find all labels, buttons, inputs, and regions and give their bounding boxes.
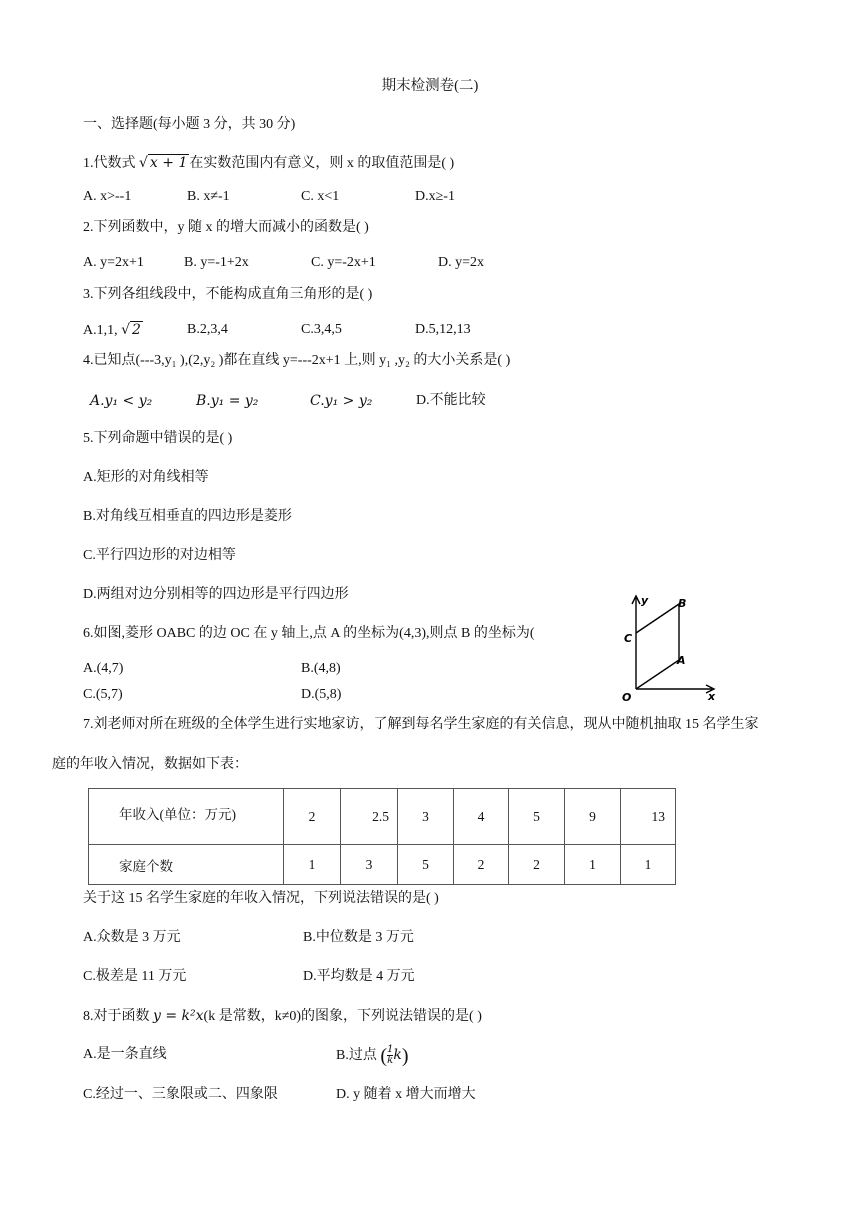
table-cell: 5 <box>398 845 454 885</box>
q4-option-d: D.不能比较 <box>416 393 486 408</box>
question-1-stem: 1.代数式 √ x + 1 在实数范围内有意义，则 x 的取值范围是( ) <box>83 155 455 171</box>
table-cell: 13 <box>621 789 676 845</box>
q1-option-c: C. x<1 <box>301 189 340 204</box>
q2-option-d: D. y=2x <box>438 255 485 270</box>
q1-option-d: D.x≥-1 <box>415 189 455 204</box>
question-6-stem: 6.如图,菱形 OABC 的边 OC 在 y 轴上,点 A 的坐标为(4,3),则点 B 的坐标为( <box>83 626 535 641</box>
q3-option-d: D.5,12,13 <box>415 322 471 337</box>
q1-option-b: B. x≠-1 <box>187 189 230 204</box>
q4-option-c: C.y₁ > y₂ <box>310 393 373 409</box>
table-header-income: 年收入(单位：万元) <box>89 789 284 845</box>
table-cell: 3 <box>398 789 454 845</box>
q8-option-a: A.是一条直线 <box>83 1047 167 1062</box>
label-c: C <box>624 632 633 645</box>
question-5-stem: 5.下列命题中错误的是( ) <box>83 431 233 446</box>
q7-option-c: C.极差是 11 万元 <box>83 969 187 984</box>
question-7-line1: 7.刘老师对所在班级的全体学生进行实地家访，了解到每名学生家庭的有关信息，现从中随机抽取 15 名学生家 <box>83 717 759 732</box>
q5-option-d: D.两组对边分别相等的四边形是平行四边形 <box>83 587 349 602</box>
table-cell: 2 <box>509 845 565 885</box>
table-cell: 2 <box>284 789 341 845</box>
question-4-stem: 4.已知点(---3,y₁ ),(2,y₂ )都在直线 y=---2x+1 上,则 y₁ ,y₂ 的大小关系是( ) <box>83 353 511 368</box>
sqrt-expression: √ x + 1 <box>139 155 188 171</box>
table-cell: 1 <box>284 845 341 885</box>
q4-option-b: B.y₁ = y₂ <box>196 393 259 409</box>
question-8-stem: 8.对于函数 y = k²x(k 是常数，k≠0)的图象，下列说法错误的是( ) <box>83 1008 482 1024</box>
q2-option-a: A. y=2x+1 <box>83 255 144 270</box>
q6-option-d: D.(5,8) <box>301 687 342 702</box>
table-cell: 2 <box>454 845 509 885</box>
table-cell: 1 <box>621 845 676 885</box>
q1-option-a: A. x>--1 <box>83 189 132 204</box>
sqrt-expression: √ 2 <box>121 322 141 338</box>
table-header-count: 家庭个数 <box>89 845 284 885</box>
question-2-stem: 2.下列函数中，y 随 x 的增大而减小的函数是( ) <box>83 220 369 235</box>
table-cell: 3 <box>341 845 398 885</box>
label-y: y <box>641 594 649 607</box>
q3-option-a: A.1,1, √ 2 <box>83 322 141 338</box>
q5-option-b: B.对角线互相垂直的四边形是菱形 <box>83 509 292 524</box>
question-7-stem2: 关于这 15 名学生家庭的年收入情况，下列说法错误的是( ) <box>83 891 439 906</box>
function-formula: y = k²x <box>153 1008 204 1024</box>
rhombus-oabc <box>636 604 679 689</box>
rhombus-figure <box>612 590 722 705</box>
q7-option-b: B.中位数是 3 万元 <box>303 930 414 945</box>
label-a: A <box>677 654 686 667</box>
q7-option-d: D.平均数是 4 万元 <box>303 969 415 984</box>
q2-option-b: B. y=-1+2x <box>184 255 249 270</box>
q5-option-c: C.平行四边形的对边相等 <box>83 548 236 563</box>
q8-option-c: C.经过一、三象限或二、四象限 <box>83 1087 278 1102</box>
table-row <box>89 845 676 885</box>
table-cell: 2.5 <box>341 789 398 845</box>
q6-option-b: B.(4,8) <box>301 661 341 676</box>
label-x: x <box>708 690 716 703</box>
q8-option-b: B.过点 ( $\frac{1}{k}$ k) <box>336 1044 409 1067</box>
q3-option-c: C.3,4,5 <box>301 322 342 337</box>
table-row <box>89 789 676 845</box>
label-b: B <box>678 597 687 610</box>
label-o: O <box>622 691 632 704</box>
page-title: 期末检测卷(二) <box>381 78 479 94</box>
table-cell: 5 <box>509 789 565 845</box>
q3-option-b: B.2,3,4 <box>187 322 228 337</box>
table-cell: 1 <box>565 845 621 885</box>
table-cell: 4 <box>454 789 509 845</box>
section-heading: 一、选择题(每小题 3 分，共 30 分) <box>83 117 296 132</box>
q2-option-c: C. y=-2x+1 <box>311 255 376 270</box>
question-3-stem: 3.下列各组线段中，不能构成直角三角形的是( ) <box>83 287 373 302</box>
table-cell: 9 <box>565 789 621 845</box>
q4-option-a: A.y₁ < y₂ <box>90 393 153 409</box>
fraction: $\frac{1}{k}$ <box>387 1044 394 1067</box>
question-7-line2: 庭的年收入情况，数据如下表： <box>52 757 248 772</box>
q6-option-a: A.(4,7) <box>83 661 124 676</box>
income-table <box>88 788 676 885</box>
q5-option-a: A.矩形的对角线相等 <box>83 470 209 485</box>
q7-option-a: A.众数是 3 万元 <box>83 930 181 945</box>
q8-option-d: D. y 随着 x 增大而增大 <box>336 1087 476 1102</box>
q6-option-c: C.(5,7) <box>83 687 123 702</box>
